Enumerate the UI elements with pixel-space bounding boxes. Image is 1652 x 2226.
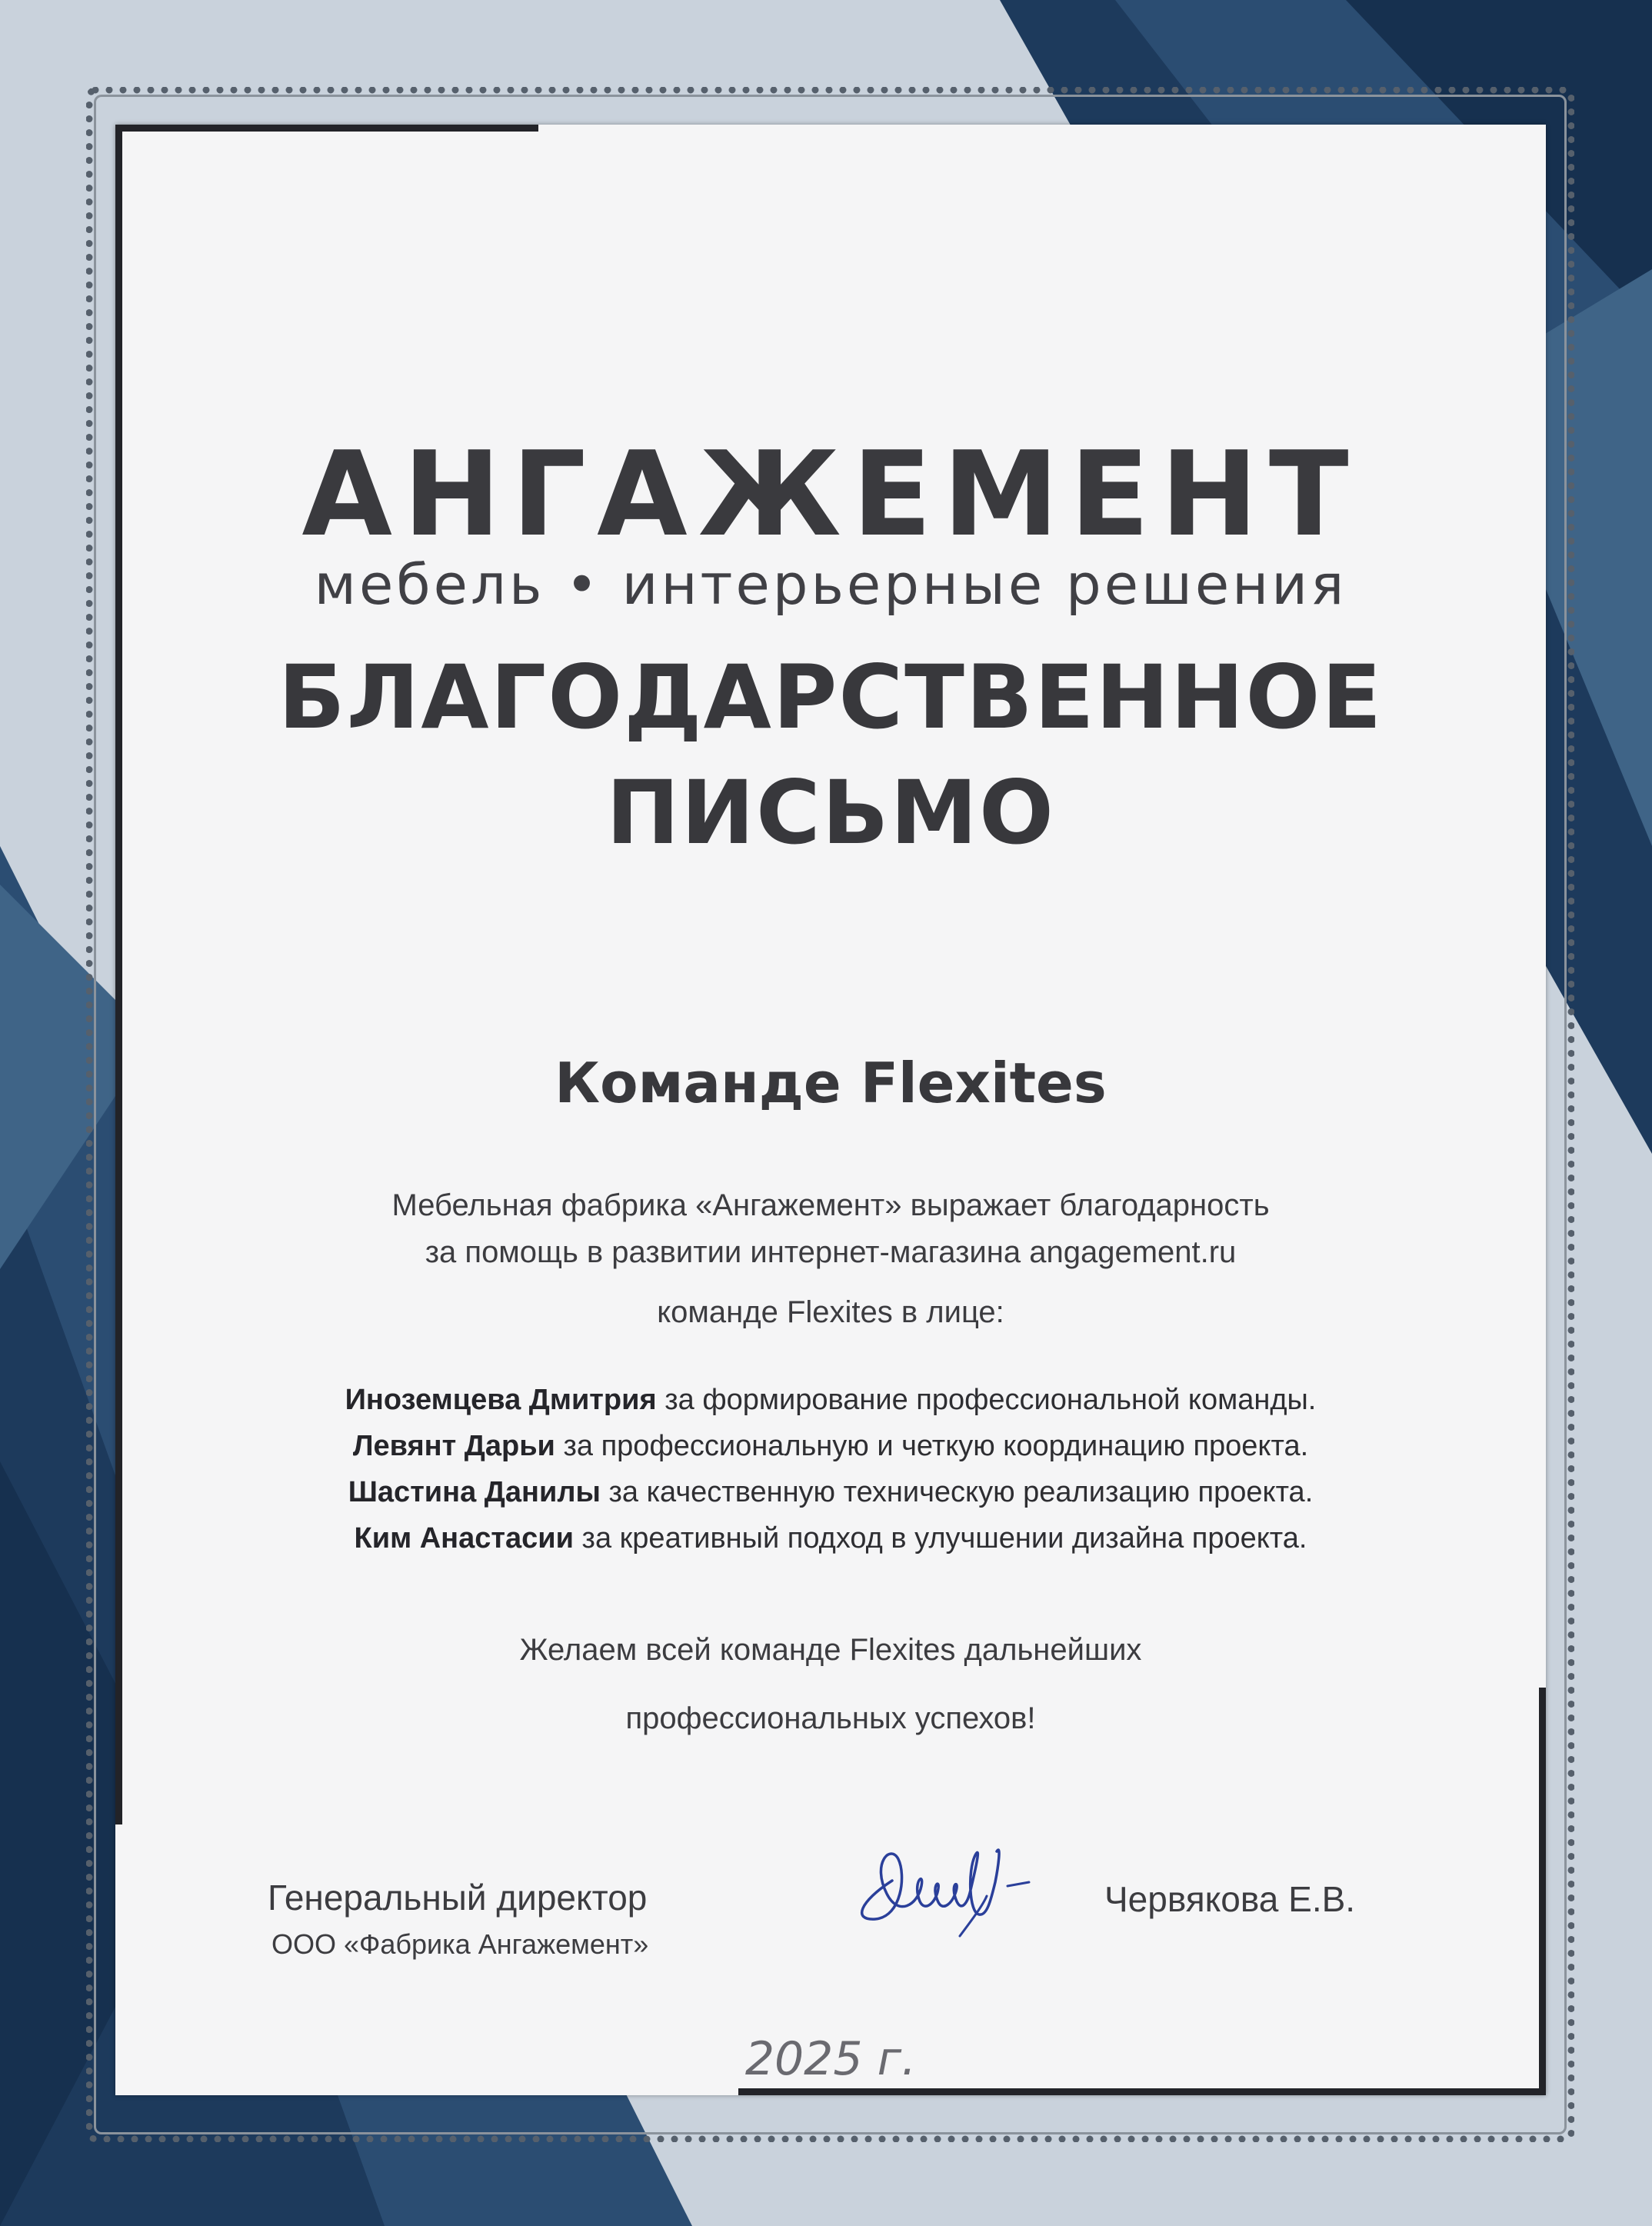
wish-line-2: профессиональных успехов!	[625, 1701, 1036, 1735]
thanks-item	[115, 1478, 1546, 1507]
signer-name: Червякова Е.В.	[1104, 1879, 1356, 1919]
signer-position: Генеральный директор	[268, 1878, 648, 1918]
thanks-reason: за профессиональную и четкую координацию проекта.	[555, 1430, 1309, 1462]
thanks-item	[115, 1385, 1546, 1415]
recipient-line: Команде Flexites	[555, 1051, 1107, 1115]
corner-bracket-bottom-right-vertical	[1539, 1688, 1546, 2095]
intro-line-2: за помощь в развитии интернет-магазина angagement.ru	[425, 1235, 1237, 1269]
corner-bracket-bottom-right	[738, 2088, 1546, 2095]
thanks-item	[115, 1431, 1546, 1461]
document-title-line-2: ПИСЬМО	[606, 761, 1055, 864]
thanks-person-name: Ким Анастасии	[354, 1522, 574, 1555]
thanks-person-name: Иноземцева Дмитрия	[345, 1384, 657, 1416]
wish-line-1: Желаем всей команде Flexites дальнейших	[519, 1633, 1142, 1667]
intro-line-3: команде Flexites в лице:	[657, 1295, 1004, 1329]
thanks-person-name: Левянт Дарьи	[352, 1430, 555, 1462]
thanks-person-name: Шастина Данилы	[348, 1476, 601, 1508]
corner-bracket-top-left	[115, 125, 538, 132]
thanks-item	[115, 1524, 1546, 1553]
thanks-reason: за креативный подход в улучшении дизайна проекта.	[574, 1522, 1307, 1555]
handwritten-signature	[844, 1828, 1052, 1944]
brand-tagline: мебель • интерьерные решения	[314, 552, 1347, 617]
intro-line-1: Мебельная фабрика «Ангажемент» выражает благодарность	[391, 1188, 1270, 1222]
signer-organization: ООО «Фабрика Ангажемент»	[271, 1928, 649, 1960]
document-year: 2025 г.	[744, 2032, 917, 2086]
brand-logo: АНГАЖЕМЕНТ	[301, 426, 1360, 562]
letter-sheet	[115, 125, 1546, 2095]
thanks-reason: за формирование профессиональной команды.	[656, 1384, 1317, 1416]
document-title-line-1: БЛАГОДАРСТВЕННОЕ	[278, 646, 1384, 748]
corner-bracket-top-left-vertical	[115, 125, 122, 1824]
thanks-reason: за качественную техническую реализацию проекта.	[600, 1476, 1314, 1508]
